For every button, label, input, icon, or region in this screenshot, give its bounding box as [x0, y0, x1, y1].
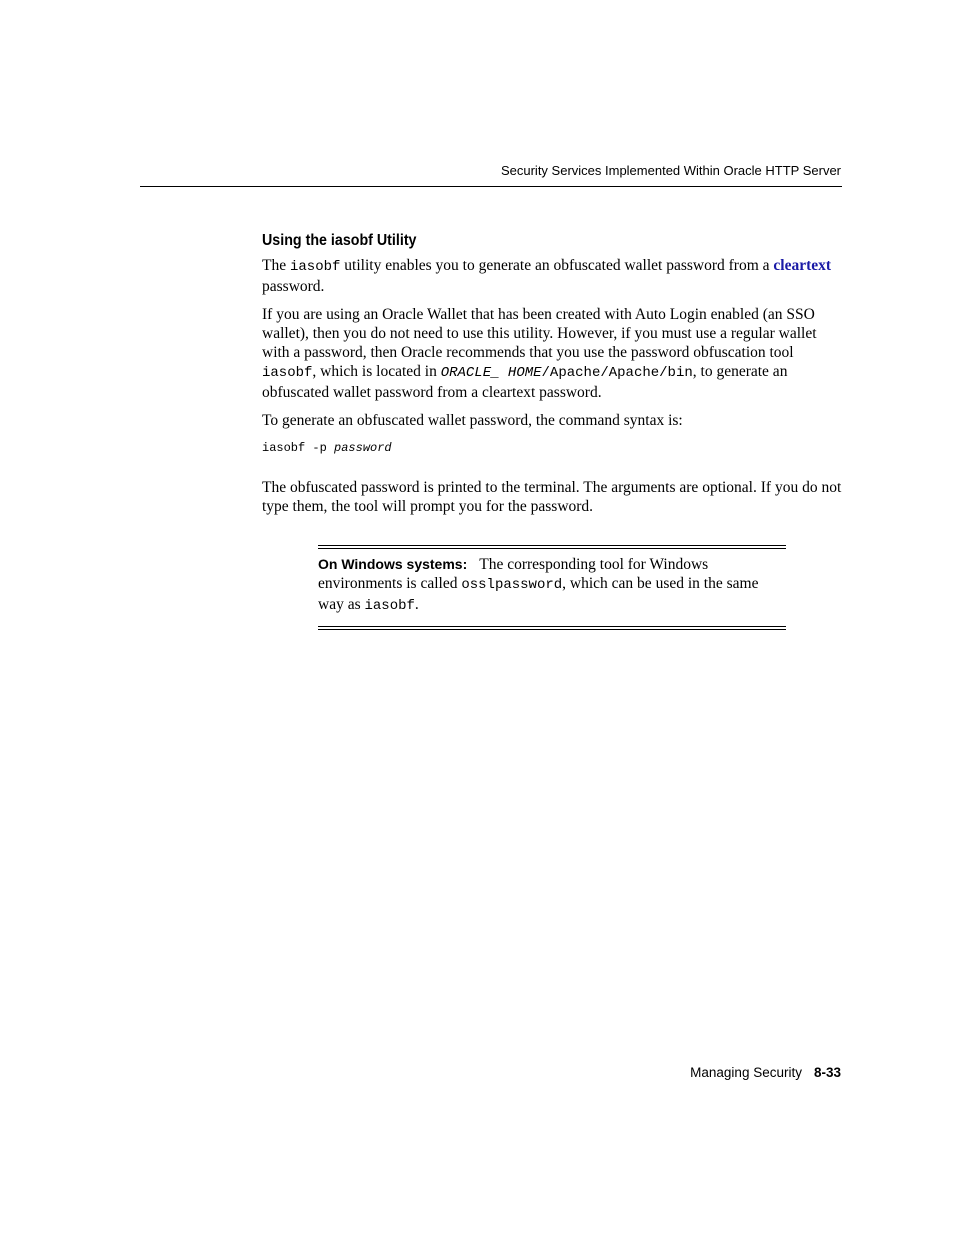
running-header: Security Services Implemented Within Oracle HTTP Server: [500, 163, 841, 178]
page-number: 8-33: [813, 1065, 841, 1080]
command-text: iasobf -p: [262, 441, 335, 455]
paragraph-syntax-intro: To generate an obfuscated wallet password, the command syntax is:: [262, 412, 683, 429]
cleartext-glossary-link[interactable]: cleartext: [773, 257, 832, 274]
paragraph-wallet: [262, 305, 842, 402]
paragraph-intro: [262, 256, 842, 296]
text-run: password.: [262, 278, 325, 295]
command-syntax: [262, 440, 842, 456]
paragraph-output: The obfuscated password is printed to the terminal. The arguments are optional. If you do not type them, the tool will prompt you for the password.: [262, 479, 842, 515]
inline-code-iasobf: iasobf: [289, 259, 341, 275]
text-run: utility enables you to generate an obfuscated wallet password from a: [340, 257, 774, 274]
inline-code-path: /Apache/Apache/bin: [541, 365, 693, 381]
footer-chapter: Managing Security: [690, 1065, 802, 1080]
text-run: The corresponding tool for Windows environments is called: [318, 556, 709, 592]
text-run: , which is located in: [312, 363, 441, 380]
inline-code-iasobf: iasobf: [262, 365, 313, 381]
text-run: .: [414, 596, 419, 613]
text-run: If you are using an Oracle Wallet that has been created with Auto Login enabled (an SSO wallet), then you do not need to use this utility. However, if you must use a regular wallet with a password, then Oracle recommends that you use the password obfuscation tool: [262, 306, 817, 361]
inline-code-osslpassword: osslpassword: [461, 577, 563, 593]
text-run: The: [262, 257, 290, 274]
text-run: , which can be used in the same way as: [318, 575, 759, 613]
main-content: [262, 230, 842, 525]
note-bottom-rule: [318, 626, 786, 630]
header-rule: [140, 186, 842, 187]
section-title: Using the iasobf Utility: [262, 232, 417, 249]
page-footer: [690, 1065, 841, 1080]
note-body: [318, 549, 786, 626]
inline-code-iasobf: iasobf: [364, 598, 415, 614]
text-run: , to generate an obfuscated wallet password from a cleartext password.: [262, 363, 788, 401]
inline-code-oracle-home: ORACLE_ HOME: [440, 365, 542, 381]
note-label: On Windows systems:: [318, 556, 468, 572]
command-argument: password: [334, 441, 392, 455]
windows-note: [318, 545, 786, 630]
